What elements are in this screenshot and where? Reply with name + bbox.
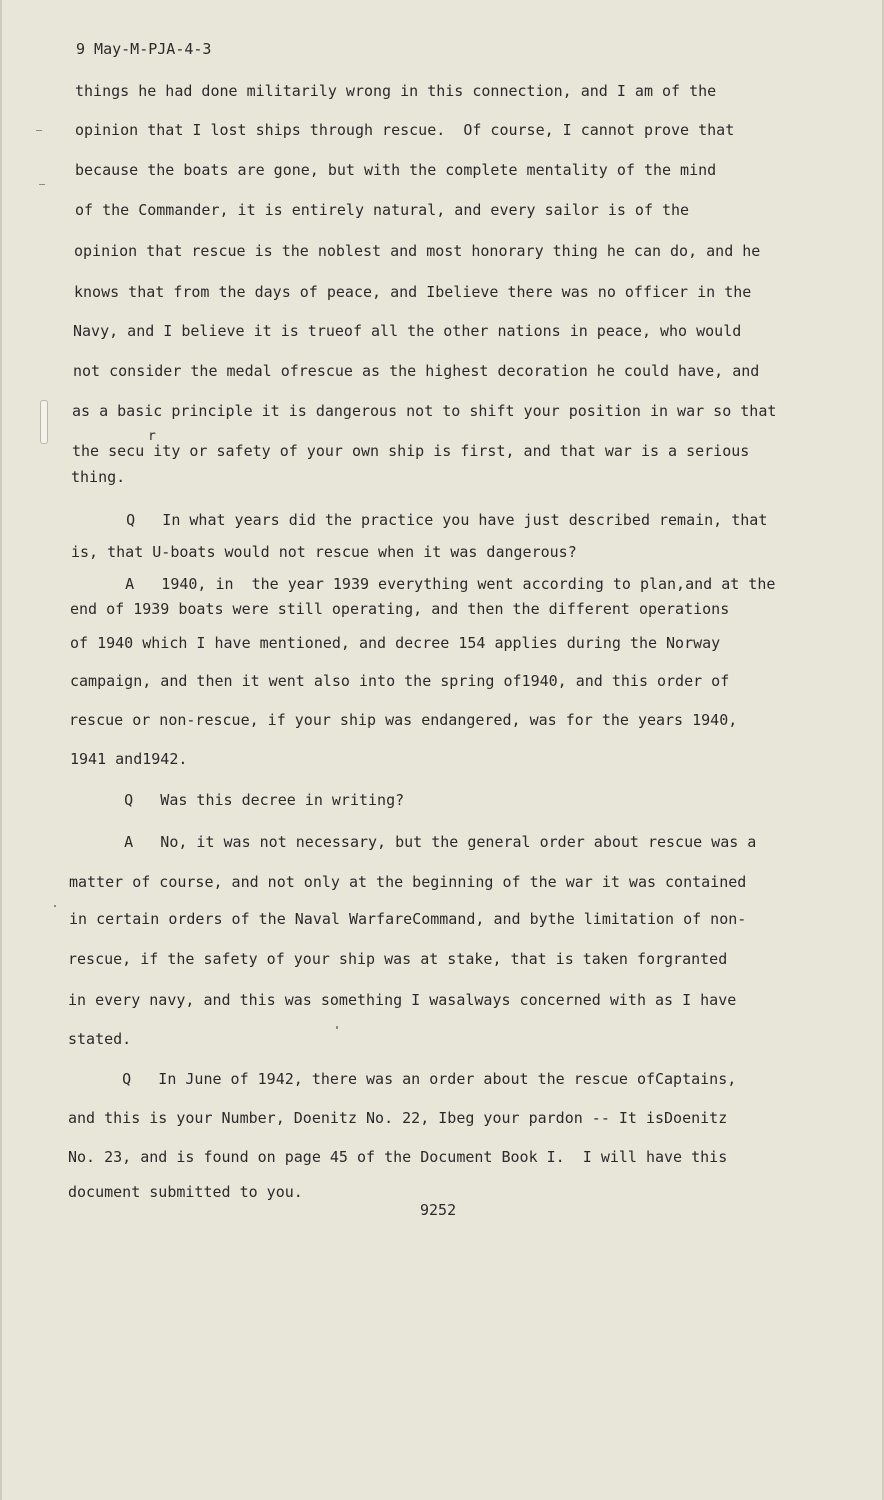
answer-line: A No, it was not necessary, but the general order about rescue was a [70,833,757,851]
text-line: in certain orders of the Naval WarfareCommand, and bythe limitation of non- [69,910,747,928]
text-line: things he had done militarily wrong in this connection, and I am of the [75,82,717,100]
text-line: rescue, if the safety of your ship was at stake, that is taken forgranted [68,950,728,968]
text-line: No. 23, and is found on page 45 of the Document Book I. I will have this [68,1148,728,1166]
text-line: knows that from the days of peace, and Ibelieve there was no officer in the [74,283,752,301]
text-line: thing. [71,468,126,486]
text-line: as a basic principle it is dangerous not to shift your position in war so that [72,402,777,420]
question-line: Q In June of 1942, there was an order about the rescue ofCaptains, [68,1070,737,1088]
margin-mark [40,400,48,444]
text-line: campaign, and then it went also into the spring of1940, and this order of [70,672,730,690]
text-line: because the boats are gone, but with the complete mentality of the mind [75,161,717,179]
text-line: 1941 and1942. [70,750,188,768]
margin-mark [36,130,42,131]
text-line: of the Commander, it is entirely natural, and every sailor is of the [75,201,690,219]
text-line: and this is your Number, Doenitz No. 22, Ibeg your pardon -- It isDoenitz [68,1109,728,1127]
text-line: in every navy, and this was something I wasalways concerned with as I have [68,991,737,1009]
question-line: Q In what years did the practice you have just described remain, that [72,511,768,529]
text-line: Navy, and I believe it is trueof all the other nations in peace, who would [73,322,742,340]
superscript-letter: r [148,429,156,444]
margin-mark [54,905,56,907]
text-line: end of 1939 boats were still operating, and then the different operations [70,600,730,618]
text-line: rescue or non-rescue, if your ship was endangered, was for the years 1940, [69,711,738,729]
answer-line: A 1940, in the year 1939 everything went according to plan,and at the [71,575,776,593]
margin-mark [336,1026,338,1029]
text-line: the secu ity or safety of your own ship is first, and that war is a serious [72,442,750,460]
text-line: stated. [68,1030,132,1048]
text-line: opinion that I lost ships through rescue. Of course, I cannot prove that [75,121,735,139]
question-line: Q Was this decree in writing? [70,791,405,809]
text-line: opinion that rescue is the noblest and most honorary thing he can do, and he [74,242,761,260]
text-line: is, that U-boats would not rescue when it was dangerous? [71,543,577,561]
text-line: document submitted to you. [68,1183,303,1201]
page-number: 9252 [420,1201,457,1219]
text-line: matter of course, and not only at the beginning of the war it was contained [69,873,747,891]
page-header: 9 May-M-PJA-4-3 [76,40,212,58]
text-line: of 1940 which I have mentioned, and decree 154 applies during the Norway [70,634,721,652]
margin-mark [39,184,45,185]
text-line: not consider the medal ofrescue as the highest decoration he could have, and [73,362,760,380]
